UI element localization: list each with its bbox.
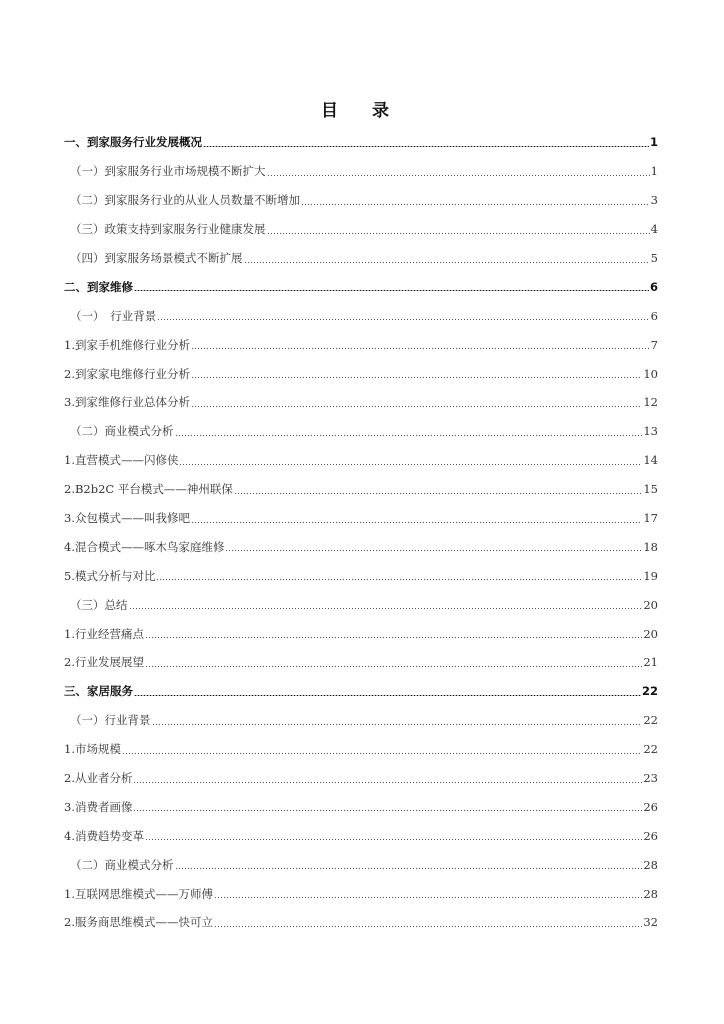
toc-entry[interactable] <box>64 648 658 677</box>
toc-entry-page-number: 22 <box>643 742 658 757</box>
toc-entry-page-number: 3 <box>650 193 658 208</box>
toc-entry[interactable] <box>64 821 658 850</box>
toc-entry-label: 2.行业发展展望 <box>64 655 144 670</box>
toc-entry[interactable] <box>64 561 658 590</box>
toc-entry-label: 3.众包模式——叫我修吧 <box>64 511 190 526</box>
dot-leader <box>191 377 642 378</box>
toc-entry-label: 1.市场规模 <box>64 742 121 757</box>
dot-leader <box>191 522 642 523</box>
toc-entry-label: （二）到家服务行业的从业人员数量不断增加 <box>70 193 300 208</box>
toc-entry[interactable] <box>64 590 658 619</box>
toc-entry[interactable] <box>64 532 658 561</box>
toc-entry[interactable] <box>64 908 658 937</box>
toc-entry-label: （二）商业模式分析 <box>70 857 174 872</box>
dot-leader <box>191 406 642 407</box>
toc-entry-label: 2.从业者分析 <box>64 771 133 786</box>
toc-entry-page-number: 20 <box>643 626 658 641</box>
toc-entry-page-number: 26 <box>643 799 658 814</box>
toc-entry[interactable] <box>64 157 658 186</box>
toc-entry[interactable] <box>64 215 658 244</box>
dot-leader <box>244 262 650 263</box>
toc-entry-label: 1.行业经营痛点 <box>64 626 144 641</box>
toc-entry-label: （三）政策支持到家服务行业健康发展 <box>70 222 266 237</box>
toc-entry-label: 2.服务商思维模式——快可立 <box>64 915 213 930</box>
toc-entry[interactable] <box>64 850 658 879</box>
toc-entry-label: 5.模式分析与对比 <box>64 568 156 583</box>
toc-entry-label: （三）总结 <box>70 597 128 612</box>
dot-leader <box>179 464 642 465</box>
dot-leader <box>301 204 650 205</box>
toc-entry[interactable] <box>64 244 658 273</box>
toc-entry[interactable] <box>64 504 658 533</box>
toc-entry-page-number: 23 <box>643 771 658 786</box>
toc-entry-page-number: 26 <box>643 828 658 843</box>
dot-leader <box>267 175 650 176</box>
toc-entry-label: （一）行业背景 <box>70 713 151 728</box>
toc-entry[interactable] <box>64 301 658 330</box>
toc-entry[interactable] <box>64 128 658 157</box>
toc-entry-page-number: 1 <box>650 164 658 179</box>
toc-entry-label: 4.混合模式——啄木鸟家庭维修 <box>64 539 225 554</box>
toc-entry-label: 3.消费者画像 <box>64 799 133 814</box>
dot-leader <box>191 348 650 349</box>
toc-entry-label: （二）商业模式分析 <box>70 424 174 439</box>
toc-entry-page-number: 4 <box>650 222 658 237</box>
dot-leader <box>175 868 643 869</box>
toc-entry[interactable] <box>64 359 658 388</box>
toc-entry-label: 2.B2b2C 平台模式——神州联保 <box>64 482 233 497</box>
toc-entry-label: 1.互联网思维模式——万师傅 <box>64 886 213 901</box>
dot-leader <box>134 695 641 696</box>
toc-entry-label: 二、到家维修 <box>64 279 133 294</box>
dot-leader <box>214 926 642 927</box>
toc-entry-label: 3.到家维修行业总体分析 <box>64 395 190 410</box>
toc-entry-page-number: 10 <box>643 366 658 381</box>
toc-entry[interactable] <box>64 735 658 764</box>
toc-entry[interactable] <box>64 272 658 301</box>
toc-entry-label: 1.到家手机维修行业分析 <box>64 337 190 352</box>
toc-entry[interactable] <box>64 792 658 821</box>
dot-leader <box>122 753 642 754</box>
dot-leader <box>175 435 643 436</box>
toc-entry[interactable] <box>64 879 658 908</box>
dot-leader <box>267 233 650 234</box>
toc-entry[interactable] <box>64 677 658 706</box>
page-title: 目 录 <box>321 101 403 121</box>
toc-entry-page-number: 5 <box>650 251 658 265</box>
toc-entry[interactable] <box>64 186 658 215</box>
dot-leader <box>156 579 642 580</box>
toc-entry-page-number: 32 <box>643 915 658 930</box>
toc-entry-page-number: 6 <box>649 279 658 294</box>
toc-entry-label: （四）到家服务场景模式不断扩展 <box>70 251 243 265</box>
toc-entry-page-number: 14 <box>643 453 658 468</box>
toc-entry[interactable] <box>64 446 658 475</box>
toc-entry-page-number: 22 <box>643 713 658 728</box>
toc-entry-page-number: 1 <box>649 135 658 150</box>
dot-leader <box>152 724 643 725</box>
toc-entry-page-number: 7 <box>650 337 658 352</box>
toc-entry-page-number: 28 <box>643 857 658 872</box>
dot-leader <box>214 897 642 898</box>
toc-entry-page-number: 20 <box>643 597 658 612</box>
toc-entry-page-number: 15 <box>643 482 658 497</box>
toc-entry-label: （一） 行业背景 <box>70 308 157 323</box>
dot-leader <box>133 810 642 811</box>
dot-leader <box>234 493 642 494</box>
toc-entry-label: （一）到家服务行业市场规模不断扩大 <box>70 164 266 179</box>
dot-leader <box>145 666 642 667</box>
toc-entry[interactable] <box>64 475 658 504</box>
toc-entry-page-number: 12 <box>643 395 658 410</box>
dot-leader <box>134 290 649 291</box>
toc-entry[interactable] <box>64 330 658 359</box>
table-of-contents <box>64 128 658 937</box>
toc-entry-page-number: 21 <box>643 655 658 670</box>
toc-entry-label: 1.直营模式——闪修侠 <box>64 453 179 468</box>
toc-entry-label: 2.到家家电维修行业分析 <box>64 366 190 381</box>
dot-leader <box>157 319 649 320</box>
toc-entry-page-number: 18 <box>643 539 658 554</box>
dot-leader <box>133 782 642 783</box>
toc-entry-label: 一、到家服务行业发展概况 <box>64 135 202 150</box>
dot-leader <box>145 637 642 638</box>
toc-entry-page-number: 6 <box>650 308 658 323</box>
dot-leader <box>225 550 642 551</box>
dot-leader <box>145 839 642 840</box>
toc-entry-page-number: 17 <box>643 511 658 526</box>
toc-entry-page-number: 13 <box>643 424 658 439</box>
dot-leader <box>129 608 643 609</box>
toc-entry-label: 4.消费趋势变革 <box>64 828 144 843</box>
toc-entry-label: 三、家居服务 <box>64 684 133 699</box>
toc-entry-page-number: 19 <box>643 568 658 583</box>
toc-entry-page-number: 28 <box>643 886 658 901</box>
toc-entry[interactable] <box>64 388 658 417</box>
toc-entry[interactable] <box>64 619 658 648</box>
dot-leader <box>203 146 649 147</box>
toc-entry-page-number: 22 <box>641 684 658 699</box>
toc-entry[interactable] <box>64 764 658 793</box>
toc-entry[interactable] <box>64 417 658 446</box>
toc-entry[interactable] <box>64 706 658 735</box>
